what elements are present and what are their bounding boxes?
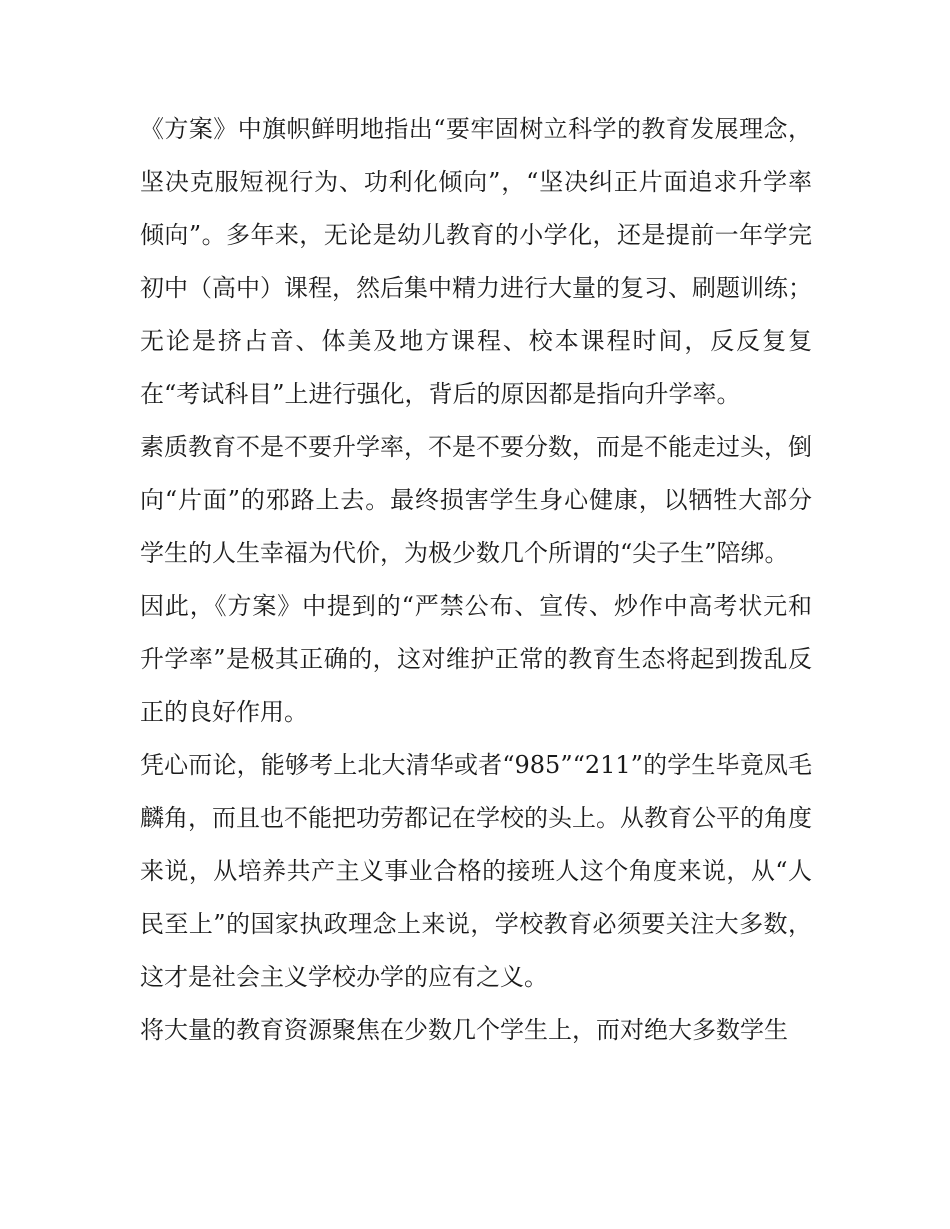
paragraph-1: 《方案》中旗帜鲜明地指出“要牢固树立科学的教育发展理念，坚决克服短视行为、功利化倾向”，“坚决纠正片面追求升学率倾向”。多年来，无论是幼儿教育的小学化，还是提前一年学完初中（高中）课程，然后集中精力进行大量的复习、刷题训练；无论是挤占音、体美及地方课程、校本课程时间，反反复复在“考试科目”上进行强化，背后的原因都是指向升学率。 [140, 115, 812, 408]
paragraph-4: 凭心而论，能够考上北大清华或者“985”“211”的学生毕竟凤毛麟角，而且也不能把功劳都记在学校的头上。从教育公平的角度来说，从培养共产主义事业合格的接班人这个角度来说，从“人民至上”的国家执政理念上来说，学校教育必须要关注大多数，这才是社会主义学校办学的应有之义。 [140, 751, 812, 991]
document-body [140, 103, 812, 1057]
paragraph-3: 因此，《方案》中提到的“严禁公布、宣传、炒作中高考状元和升学率”是极其正确的，这对维护正常的教育生态将起到拨乱反正的良好作用。 [140, 592, 812, 726]
paragraph-2: 素质教育不是不要升学率，不是不要分数，而是不能走过头，倒向“片面”的邪路上去。最终损害学生身心健康，以牺牲大部分学生的人生幸福为代价，为极少数几个所谓的“尖子生”陪绑。 [140, 433, 812, 567]
paragraph-5: 将大量的教育资源聚焦在少数几个学生上，而对绝大多数学生 [140, 1016, 788, 1044]
